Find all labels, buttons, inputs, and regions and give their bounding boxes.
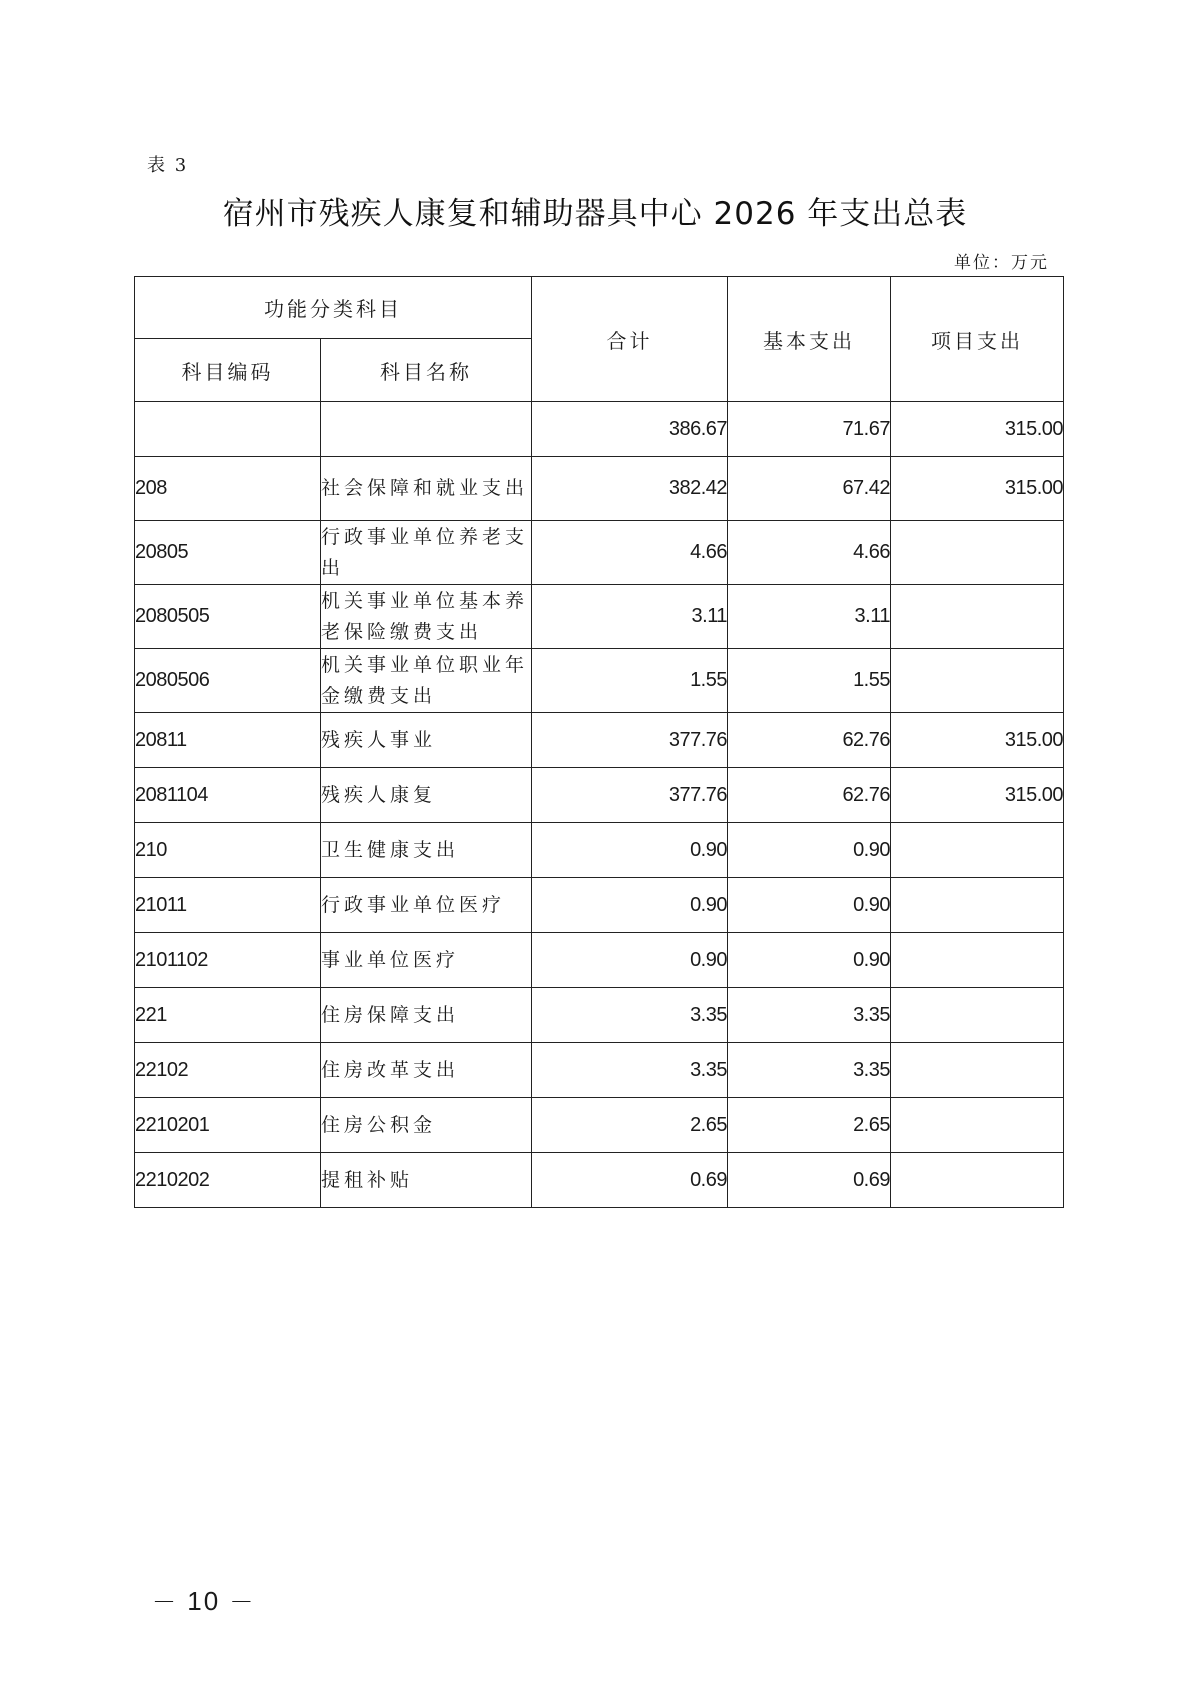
cell-project-expenditure — [891, 933, 1064, 988]
header-functional-category: 功能分类科目 — [135, 277, 532, 339]
expenditure-table — [134, 276, 1064, 1208]
cell-subject-code: 21011 — [135, 878, 321, 933]
cell-project-expenditure: 315.00 — [891, 713, 1064, 768]
cell-total: 0.90 — [532, 933, 728, 988]
cell-project-expenditure — [891, 521, 1064, 585]
cell-basic-expenditure: 71.67 — [728, 402, 891, 457]
cell-project-expenditure — [891, 1043, 1064, 1098]
header-subject-name: 科目名称 — [321, 339, 532, 402]
cell-total: 0.90 — [532, 878, 728, 933]
unit-label: 单位：万元 — [954, 253, 1049, 273]
page-footer — [152, 1582, 255, 1617]
cell-subject-name: 行政事业单位医疗 — [321, 878, 532, 933]
page-number: 10 — [187, 1586, 221, 1616]
cell-subject-name: 社会保障和就业支出 — [321, 457, 532, 521]
header-project-expenditure: 项目支出 — [891, 277, 1064, 402]
cell-total: 3.35 — [532, 1043, 728, 1098]
cell-project-expenditure — [891, 649, 1064, 713]
header-basic-expenditure: 基本支出 — [728, 277, 891, 402]
table-row — [135, 521, 1064, 585]
cell-subject-name: 住房公积金 — [321, 1098, 532, 1153]
cell-subject-name: 卫生健康支出 — [321, 823, 532, 878]
cell-total: 1.55 — [532, 649, 728, 713]
cell-total: 3.11 — [532, 585, 728, 649]
cell-subject-name: 残疾人事业 — [321, 713, 532, 768]
table-row — [135, 933, 1064, 988]
cell-subject-name: 残疾人康复 — [321, 768, 532, 823]
cell-subject-code: 20805 — [135, 521, 321, 585]
cell-basic-expenditure: 3.35 — [728, 988, 891, 1043]
cell-total: 382.42 — [532, 457, 728, 521]
cell-project-expenditure — [891, 1153, 1064, 1208]
cell-subject-code: 2081104 — [135, 768, 321, 823]
cell-subject-code: 208 — [135, 457, 321, 521]
cell-subject-name: 住房改革支出 — [321, 1043, 532, 1098]
footer-dash-left: － — [152, 1589, 178, 1616]
table-row — [135, 1153, 1064, 1208]
cell-basic-expenditure: 1.55 — [728, 649, 891, 713]
table-body — [135, 402, 1064, 1208]
cell-subject-code: 2080505 — [135, 585, 321, 649]
table-row — [135, 585, 1064, 649]
cell-project-expenditure — [891, 585, 1064, 649]
cell-total: 377.76 — [532, 713, 728, 768]
cell-basic-expenditure: 4.66 — [728, 521, 891, 585]
cell-project-expenditure — [891, 1098, 1064, 1153]
table-row — [135, 988, 1064, 1043]
cell-subject-name: 事业单位医疗 — [321, 933, 532, 988]
cell-total: 3.35 — [532, 988, 728, 1043]
cell-basic-expenditure: 3.11 — [728, 585, 891, 649]
header-subject-code: 科目编码 — [135, 339, 321, 402]
cell-subject-code: 221 — [135, 988, 321, 1043]
cell-subject-name: 机关事业单位基本养老保险缴费支出 — [321, 585, 532, 649]
cell-total: 2.65 — [532, 1098, 728, 1153]
table-row — [135, 1098, 1064, 1153]
table-row — [135, 457, 1064, 521]
header-total: 合计 — [532, 277, 728, 402]
cell-total: 0.69 — [532, 1153, 728, 1208]
cell-subject-code: 2080506 — [135, 649, 321, 713]
cell-subject-code: 22102 — [135, 1043, 321, 1098]
cell-project-expenditure — [891, 878, 1064, 933]
cell-subject-name: 行政事业单位养老支出 — [321, 521, 532, 585]
table-row — [135, 1043, 1064, 1098]
cell-basic-expenditure: 67.42 — [728, 457, 891, 521]
cell-total: 0.90 — [532, 823, 728, 878]
document-title: 宿州市残疾人康复和辅助器具中心 2026 年支出总表 — [222, 196, 968, 232]
cell-subject-code: 2210202 — [135, 1153, 321, 1208]
table-row — [135, 768, 1064, 823]
cell-subject-name: 提租补贴 — [321, 1153, 532, 1208]
table-label: 表 3 — [147, 155, 189, 176]
cell-project-expenditure: 315.00 — [891, 457, 1064, 521]
cell-basic-expenditure: 0.90 — [728, 823, 891, 878]
cell-basic-expenditure: 0.90 — [728, 933, 891, 988]
cell-basic-expenditure: 0.69 — [728, 1153, 891, 1208]
cell-subject-code: 210 — [135, 823, 321, 878]
cell-basic-expenditure: 0.90 — [728, 878, 891, 933]
cell-subject-code — [135, 402, 321, 457]
table-row — [135, 823, 1064, 878]
cell-subject-code: 2101102 — [135, 933, 321, 988]
cell-project-expenditure — [891, 988, 1064, 1043]
cell-project-expenditure — [891, 823, 1064, 878]
cell-total: 386.67 — [532, 402, 728, 457]
table-row — [135, 713, 1064, 768]
cell-subject-name: 机关事业单位职业年金缴费支出 — [321, 649, 532, 713]
cell-basic-expenditure: 2.65 — [728, 1098, 891, 1153]
header-row-top — [135, 277, 1064, 339]
cell-subject-name — [321, 402, 532, 457]
cell-total: 4.66 — [532, 521, 728, 585]
cell-basic-expenditure: 62.76 — [728, 768, 891, 823]
cell-subject-name: 住房保障支出 — [321, 988, 532, 1043]
cell-subject-code: 20811 — [135, 713, 321, 768]
cell-project-expenditure: 315.00 — [891, 768, 1064, 823]
table-row — [135, 878, 1064, 933]
cell-basic-expenditure: 3.35 — [728, 1043, 891, 1098]
footer-dash-right: － — [229, 1589, 256, 1616]
table-row — [135, 402, 1064, 457]
cell-basic-expenditure: 62.76 — [728, 713, 891, 768]
cell-project-expenditure: 315.00 — [891, 402, 1064, 457]
cell-total: 377.76 — [532, 768, 728, 823]
cell-subject-code: 2210201 — [135, 1098, 321, 1153]
table-row — [135, 649, 1064, 713]
